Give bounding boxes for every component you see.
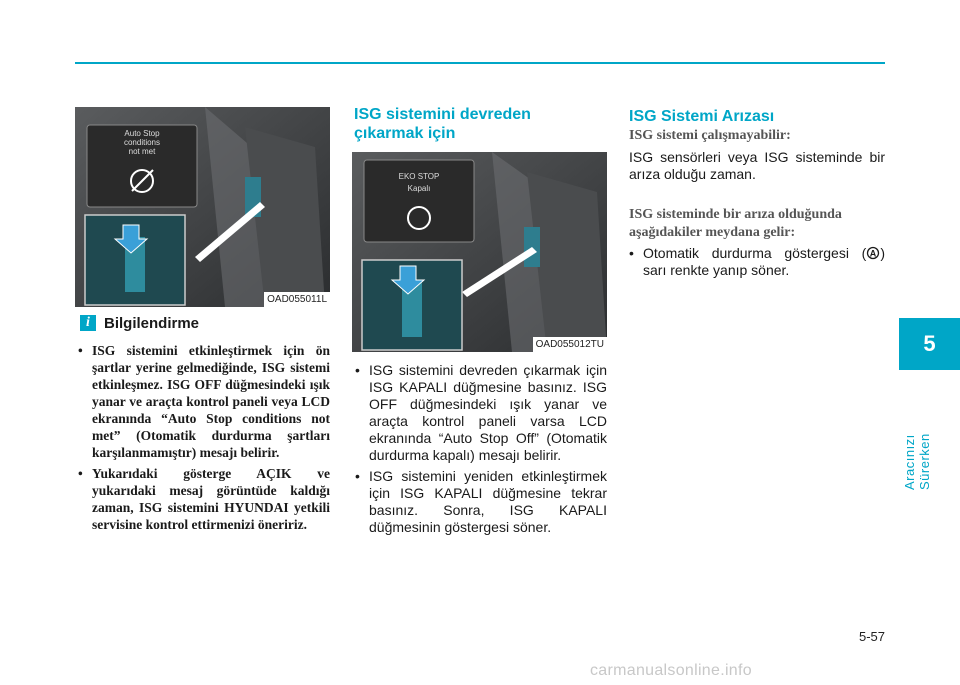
chapter-title: Aracınızı Sürerken bbox=[902, 433, 932, 490]
sub-heading: ISG sisteminde bir arıza olduğunda aşağıdakiler meydana gelir: bbox=[629, 207, 842, 240]
deactivate-list bbox=[355, 362, 607, 540]
list-item: • ISG sistemini yeniden etkinleştirmek için ISG KAPALI düğmesine tekrar basınız. Sonra, ISG KAPALI düğmesinin göstergesi söner. bbox=[355, 468, 607, 536]
page-number: 5-57 bbox=[858, 629, 885, 644]
info-title: Bilgilendirme bbox=[104, 315, 200, 332]
gear-console-illustration bbox=[352, 152, 607, 352]
watermark: carmanualsonline.info bbox=[590, 662, 752, 679]
list-item: • Yukarıdaki gösterge AÇIK ve yukarıdaki mesaj görüntüde kaldığı zaman, ISG sistemini HYUNDAI yetkili servisine kontrol ettirmenizi öneririz. bbox=[78, 465, 330, 533]
screen-message: Auto Stop conditions not met bbox=[123, 129, 161, 156]
info-list bbox=[78, 342, 330, 537]
list-item: • ISG sistemini devreden çıkarmak için ISG KAPALI düğmesine basınız. ISG OFF düğmesindeki ışık yanar ve araçta kontrol paneli varsa LCD ekranında “Auto Stop Off” (Otomatik durdurma kapalı) mesajı belirir. bbox=[355, 362, 607, 464]
screen-subtitle: Kapalı bbox=[407, 184, 431, 193]
svg-text:A: A bbox=[870, 248, 877, 259]
figure-code: OAD055011L bbox=[264, 292, 330, 307]
top-rule bbox=[75, 62, 885, 64]
list-item-text: ) sarı renkte yanıp söner. bbox=[643, 245, 885, 278]
auto-stop-icon bbox=[866, 246, 880, 260]
screen-title: EKO STOP bbox=[398, 172, 440, 181]
malfunction-list bbox=[629, 245, 885, 283]
chapter-tab: 5 bbox=[899, 318, 960, 370]
body-text: ISG sensörleri veya ISG sisteminde bir arıza olduğu zaman. bbox=[629, 149, 885, 182]
section-heading-malfunction: ISG Sistemi Arızası bbox=[629, 108, 775, 125]
info-icon: i bbox=[80, 315, 96, 331]
section-heading-deactivate: ISG sistemini devreden çıkarmak için bbox=[354, 106, 531, 142]
list-item bbox=[629, 245, 885, 279]
figure-code: OAD055012TU bbox=[533, 337, 607, 352]
list-item-text: Otomatik durdurma göstergesi ( bbox=[643, 245, 867, 261]
figure-eko-stop-off bbox=[352, 152, 607, 352]
sub-heading: ISG sistemi çalışmayabilir: bbox=[629, 128, 791, 143]
list-item: • ISG sistemini etkinleştirmek için ön şartlar yerine gelmediğinde, ISG sistemi etkinleşmez. ISG OFF düğmesindeki ışık yanar ve araçta kontrol paneli veya LCD ekranında “Auto Stop conditions not met” (Otomatik durdurma şartları karşılanmamıştır) mesajı belirir. bbox=[78, 342, 330, 461]
figure-auto-stop-conditions bbox=[75, 107, 330, 307]
